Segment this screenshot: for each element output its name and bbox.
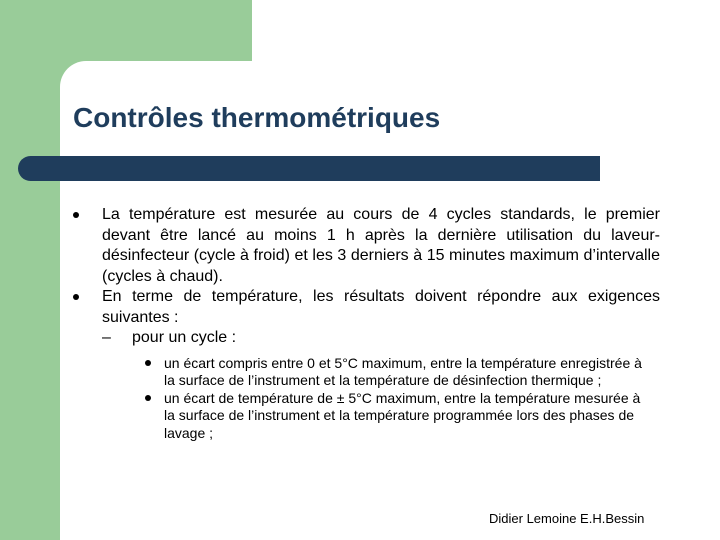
sub-sub-bullet-text: un écart de température de ± 5°C maximum, entre la température mesurée à la surface de l’instrument et la température programmée lors des phases de lavage ; <box>164 389 641 441</box>
dash-marker: – <box>102 329 111 346</box>
bullet-text: En terme de température, les résultats doivent répondre aux exigences suivantes : <box>102 288 660 326</box>
sub-sub-bullet-item <box>164 390 644 443</box>
bullet-dot-icon <box>73 294 79 300</box>
sub-sub-bullet-item <box>164 355 644 390</box>
slide-footer: Didier Lemoine E.H.Bessin <box>489 511 645 526</box>
title-underline-bar <box>18 156 600 181</box>
slide-content <box>70 205 660 442</box>
bullet-text: La température est mesurée au cours de 4 cycles standards, le premier devant être lancé au moins 1 h après la dernière utilisation du laveur-désinfecteur (cycle à froid) et les 3 derniers à 15 minutes maximum d’intervalle (cycles à chaud). <box>102 206 660 285</box>
sub-sub-bullet-list <box>164 355 660 443</box>
bullet-item <box>70 287 660 328</box>
sub-bullet-text: pour un cycle : <box>132 329 237 346</box>
slide-title: Contrôles thermométriques <box>73 102 441 133</box>
bullet-dot-icon <box>145 360 151 366</box>
bullet-dot-icon <box>73 212 79 218</box>
bullet-dot-icon <box>145 395 151 401</box>
sub-bullet-item <box>102 328 660 349</box>
bullet-item <box>70 205 660 287</box>
sub-sub-bullet-text: un écart compris entre 0 et 5°C maximum, entre la température enregistrée à la surface de l’instrument et la température de désinfection thermique ; <box>164 354 642 388</box>
